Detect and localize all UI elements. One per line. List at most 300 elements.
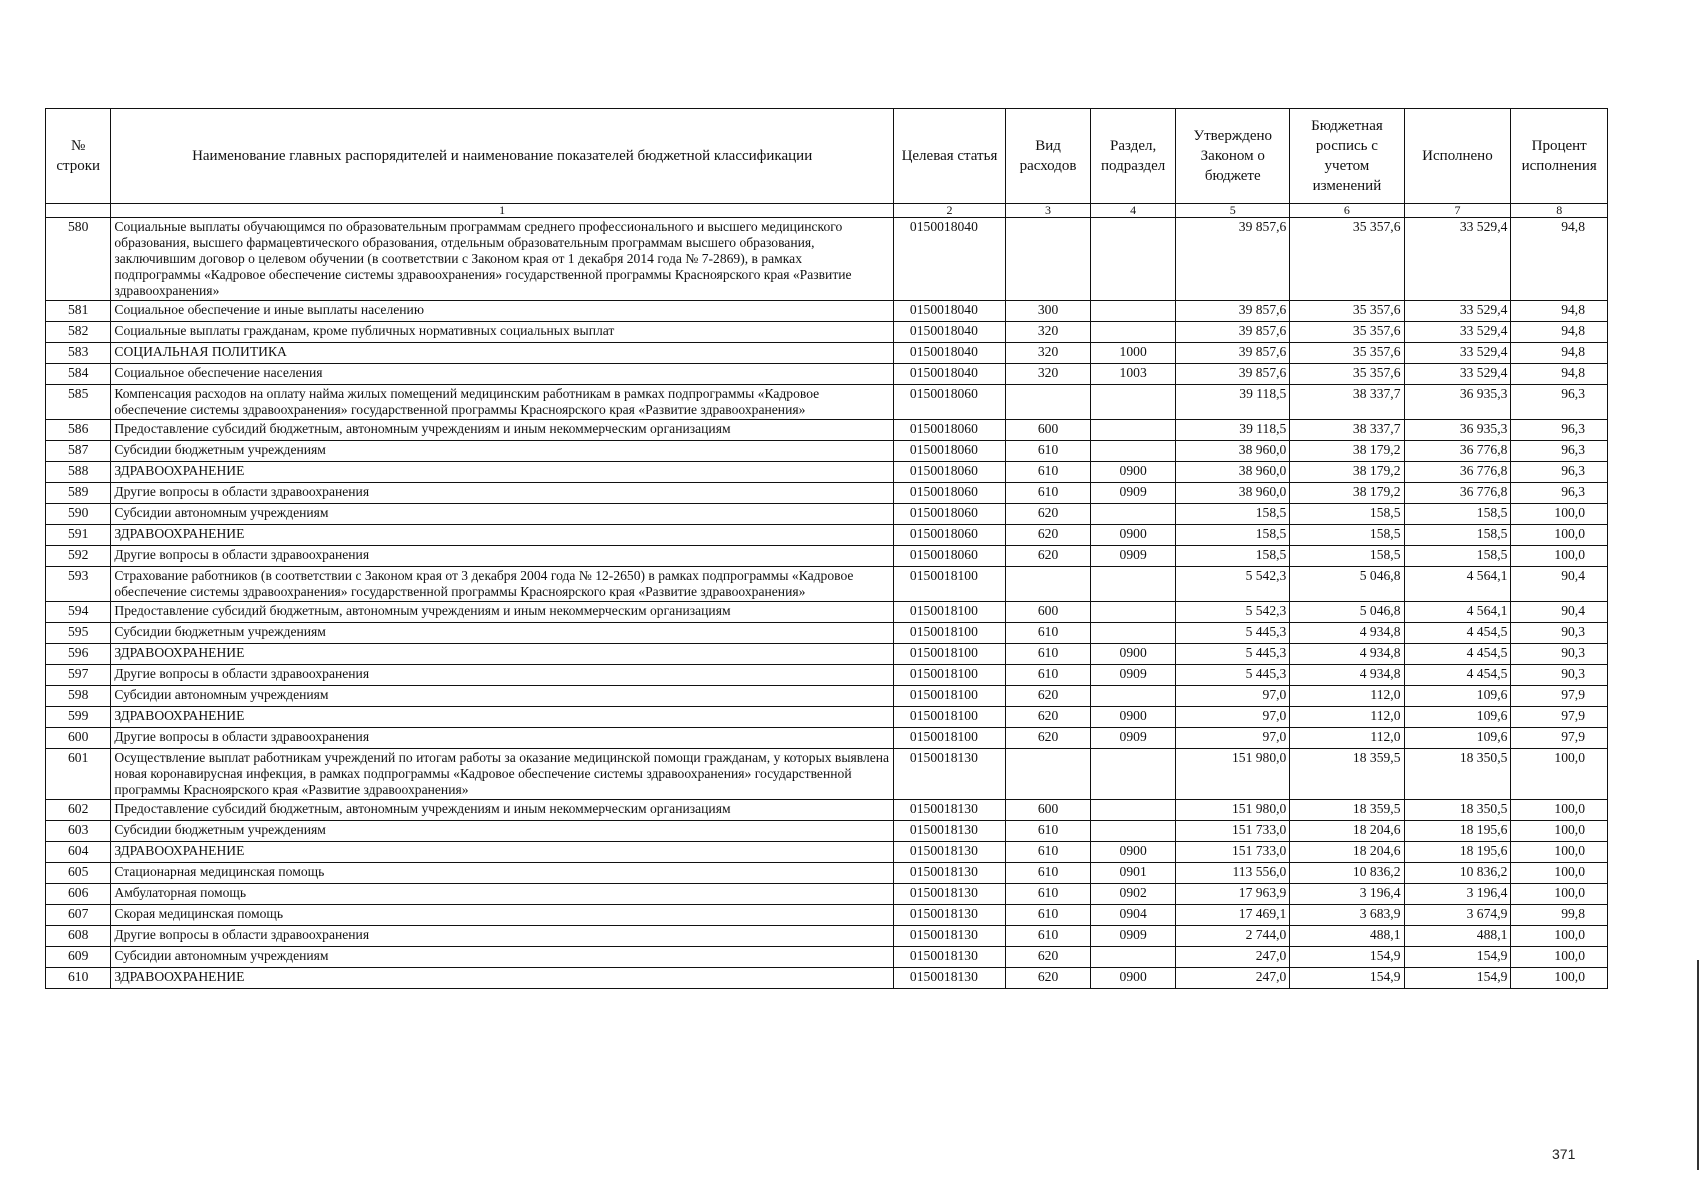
row-expense-type: 620 [1006, 707, 1091, 728]
row-approved: 97,0 [1176, 707, 1290, 728]
row-approved: 151 980,0 [1176, 749, 1290, 800]
row-executed: 18 350,5 [1404, 800, 1511, 821]
row-name: Другие вопросы в области здравоохранения [111, 926, 894, 947]
table-row [46, 728, 1608, 749]
row-budget-schedule: 3 683,9 [1290, 905, 1404, 926]
row-number: 610 [46, 968, 111, 989]
row-number: 593 [46, 567, 111, 602]
row-executed: 10 836,2 [1404, 863, 1511, 884]
row-budget-schedule: 112,0 [1290, 686, 1404, 707]
row-number: 587 [46, 441, 111, 462]
header-percent: Процент исполнения [1511, 109, 1608, 204]
row-percent: 100,0 [1511, 821, 1608, 842]
table-row [46, 968, 1608, 989]
row-budget-schedule: 5 046,8 [1290, 567, 1404, 602]
row-target-article: 0150018100 [893, 623, 1005, 644]
table-row [46, 525, 1608, 546]
row-approved: 97,0 [1176, 686, 1290, 707]
row-section: 0900 [1091, 842, 1176, 863]
row-name: Субсидии автономным учреждениям [111, 504, 894, 525]
row-percent: 100,0 [1511, 947, 1608, 968]
row-name: Социальные выплаты гражданам, кроме публичных нормативных социальных выплат [111, 322, 894, 343]
row-target-article: 0150018060 [893, 504, 1005, 525]
row-executed: 158,5 [1404, 504, 1511, 525]
row-approved: 151 733,0 [1176, 842, 1290, 863]
row-approved: 158,5 [1176, 504, 1290, 525]
row-approved: 158,5 [1176, 546, 1290, 567]
row-budget-schedule: 112,0 [1290, 707, 1404, 728]
table-row [46, 301, 1608, 322]
row-executed: 488,1 [1404, 926, 1511, 947]
row-budget-schedule: 35 357,6 [1290, 364, 1404, 385]
row-number: 586 [46, 420, 111, 441]
row-section [1091, 218, 1176, 301]
row-section: 0900 [1091, 525, 1176, 546]
table-row [46, 343, 1608, 364]
row-target-article: 0150018130 [893, 821, 1005, 842]
row-budget-schedule: 38 179,2 [1290, 462, 1404, 483]
row-target-article: 0150018130 [893, 884, 1005, 905]
row-approved: 5 542,3 [1176, 567, 1290, 602]
row-budget-schedule: 35 357,6 [1290, 343, 1404, 364]
row-executed: 36 776,8 [1404, 462, 1511, 483]
table-row [46, 567, 1608, 602]
row-target-article: 0150018040 [893, 218, 1005, 301]
table-row [46, 665, 1608, 686]
row-expense-type: 610 [1006, 821, 1091, 842]
row-percent: 94,8 [1511, 322, 1608, 343]
row-budget-schedule: 154,9 [1290, 947, 1404, 968]
row-number: 596 [46, 644, 111, 665]
table-row [46, 926, 1608, 947]
row-name: Предоставление субсидий бюджетным, автономным учреждениям и иным некоммерческим организациям [111, 602, 894, 623]
row-approved: 17 963,9 [1176, 884, 1290, 905]
row-percent: 90,3 [1511, 623, 1608, 644]
row-expense-type [1006, 385, 1091, 420]
row-percent: 96,3 [1511, 420, 1608, 441]
row-section [1091, 623, 1176, 644]
row-budget-schedule: 18 359,5 [1290, 800, 1404, 821]
row-approved: 39 118,5 [1176, 420, 1290, 441]
row-number: 595 [46, 623, 111, 644]
row-executed: 36 935,3 [1404, 420, 1511, 441]
row-name: Социальное обеспечение и иные выплаты населению [111, 301, 894, 322]
row-section [1091, 567, 1176, 602]
row-executed: 109,6 [1404, 686, 1511, 707]
row-name: ЗДРАВООХРАНЕНИЕ [111, 968, 894, 989]
table-row [46, 842, 1608, 863]
row-name: Предоставление субсидий бюджетным, автономным учреждениям и иным некоммерческим организациям [111, 420, 894, 441]
row-section [1091, 602, 1176, 623]
row-expense-type: 600 [1006, 420, 1091, 441]
row-expense-type: 620 [1006, 968, 1091, 989]
row-number: 605 [46, 863, 111, 884]
row-target-article: 0150018100 [893, 567, 1005, 602]
row-approved: 39 857,6 [1176, 343, 1290, 364]
row-expense-type: 610 [1006, 665, 1091, 686]
row-section: 0909 [1091, 665, 1176, 686]
row-percent: 94,8 [1511, 301, 1608, 322]
column-number: 1 [111, 204, 894, 218]
row-section: 0902 [1091, 884, 1176, 905]
table-row [46, 623, 1608, 644]
row-percent: 96,3 [1511, 441, 1608, 462]
row-name: ЗДРАВООХРАНЕНИЕ [111, 644, 894, 665]
row-target-article: 0150018100 [893, 686, 1005, 707]
row-number: 584 [46, 364, 111, 385]
row-name: Компенсация расходов на оплату найма жилых помещений медицинским работникам в рамках подпрограммы «Кадровое обеспечение системы здравоохранения» государственной программы Красноярского края «Развитие здравоохранения» [111, 385, 894, 420]
row-section: 0909 [1091, 728, 1176, 749]
column-number: 6 [1290, 204, 1404, 218]
scan-edge-line [1697, 960, 1699, 1170]
table-row [46, 385, 1608, 420]
table-row [46, 947, 1608, 968]
row-name: Осуществление выплат работникам учреждений по итогам работы за оказание медицинской помощи гражданам, у которых выявлена новая коронавирусная инфекция, в рамках подпрограммы «Кадровое обеспечение системы здравоохранения» государственной программы Красноярского края «Развитие здравоохранения» [111, 749, 894, 800]
row-name: Субсидии бюджетным учреждениям [111, 623, 894, 644]
row-approved: 5 445,3 [1176, 644, 1290, 665]
row-approved: 97,0 [1176, 728, 1290, 749]
row-executed: 4 564,1 [1404, 567, 1511, 602]
row-budget-schedule: 38 179,2 [1290, 441, 1404, 462]
row-approved: 2 744,0 [1176, 926, 1290, 947]
row-number: 583 [46, 343, 111, 364]
row-target-article: 0150018060 [893, 385, 1005, 420]
row-section [1091, 686, 1176, 707]
row-name: Другие вопросы в области здравоохранения [111, 728, 894, 749]
row-number: 602 [46, 800, 111, 821]
header-expense-type: Вид расходов [1006, 109, 1091, 204]
row-expense-type [1006, 567, 1091, 602]
budget-table [45, 108, 1608, 989]
table-row [46, 707, 1608, 728]
row-approved: 113 556,0 [1176, 863, 1290, 884]
row-number: 607 [46, 905, 111, 926]
row-budget-schedule: 4 934,8 [1290, 623, 1404, 644]
table-row [46, 863, 1608, 884]
row-name: Амбулаторная помощь [111, 884, 894, 905]
row-name: Социальное обеспечение населения [111, 364, 894, 385]
row-name: Другие вопросы в области здравоохранения [111, 483, 894, 504]
row-percent: 90,3 [1511, 644, 1608, 665]
row-section: 0909 [1091, 483, 1176, 504]
row-approved: 39 857,6 [1176, 218, 1290, 301]
table-row [46, 749, 1608, 800]
row-budget-schedule: 158,5 [1290, 525, 1404, 546]
row-target-article: 0150018060 [893, 441, 1005, 462]
row-budget-schedule: 112,0 [1290, 728, 1404, 749]
row-percent: 90,4 [1511, 602, 1608, 623]
row-approved: 247,0 [1176, 968, 1290, 989]
table-row [46, 504, 1608, 525]
row-expense-type: 610 [1006, 842, 1091, 863]
row-expense-type: 620 [1006, 947, 1091, 968]
row-name: Социальные выплаты обучающимся по образовательным программам среднего профессионального и высшего медицинского образования, высшего фармацевтического образования, отдельным образовательным программам высшего образования, заключившим договор о целевом обучении (в соответствии с Законом края от 1 декабря 2014 года № 7-2869), в рамках подпрограммы «Кадровое обеспечение системы здравоохранения» государственной программы Красноярского края «Развитие здравоохранения» [111, 218, 894, 301]
row-executed: 33 529,4 [1404, 301, 1511, 322]
row-expense-type: 610 [1006, 884, 1091, 905]
row-target-article: 0150018100 [893, 728, 1005, 749]
column-number-blank [46, 204, 111, 218]
row-name: ЗДРАВООХРАНЕНИЕ [111, 707, 894, 728]
row-name: ЗДРАВООХРАНЕНИЕ [111, 462, 894, 483]
row-expense-type: 610 [1006, 483, 1091, 504]
row-percent: 94,8 [1511, 218, 1608, 301]
table-row [46, 821, 1608, 842]
row-budget-schedule: 18 204,6 [1290, 842, 1404, 863]
row-target-article: 0150018100 [893, 602, 1005, 623]
row-section: 0909 [1091, 926, 1176, 947]
row-approved: 39 857,6 [1176, 364, 1290, 385]
row-name: ЗДРАВООХРАНЕНИЕ [111, 842, 894, 863]
row-number: 598 [46, 686, 111, 707]
row-number: 580 [46, 218, 111, 301]
row-budget-schedule: 35 357,6 [1290, 322, 1404, 343]
row-budget-schedule: 4 934,8 [1290, 665, 1404, 686]
row-approved: 38 960,0 [1176, 483, 1290, 504]
row-target-article: 0150018060 [893, 420, 1005, 441]
row-number: 592 [46, 546, 111, 567]
row-approved: 38 960,0 [1176, 462, 1290, 483]
row-executed: 3 674,9 [1404, 905, 1511, 926]
row-executed: 4 454,5 [1404, 644, 1511, 665]
row-expense-type: 300 [1006, 301, 1091, 322]
row-budget-schedule: 35 357,6 [1290, 218, 1404, 301]
column-number: 4 [1091, 204, 1176, 218]
row-target-article: 0150018130 [893, 749, 1005, 800]
row-budget-schedule: 18 204,6 [1290, 821, 1404, 842]
row-expense-type: 610 [1006, 926, 1091, 947]
row-executed: 158,5 [1404, 525, 1511, 546]
row-budget-schedule: 158,5 [1290, 504, 1404, 525]
row-approved: 151 980,0 [1176, 800, 1290, 821]
table-row [46, 441, 1608, 462]
row-name: Субсидии бюджетным учреждениям [111, 441, 894, 462]
table-row [46, 905, 1608, 926]
row-budget-schedule: 3 196,4 [1290, 884, 1404, 905]
row-executed: 36 776,8 [1404, 441, 1511, 462]
row-approved: 17 469,1 [1176, 905, 1290, 926]
column-number: 7 [1404, 204, 1511, 218]
header-row-no: № строки [46, 109, 111, 204]
table-header [46, 109, 1608, 218]
row-name: Скорая медицинская помощь [111, 905, 894, 926]
row-executed: 4 564,1 [1404, 602, 1511, 623]
row-expense-type: 320 [1006, 322, 1091, 343]
row-percent: 96,3 [1511, 385, 1608, 420]
row-budget-schedule: 35 357,6 [1290, 301, 1404, 322]
page-number: 371 [1552, 1146, 1576, 1162]
table-row [46, 462, 1608, 483]
row-expense-type: 620 [1006, 546, 1091, 567]
row-budget-schedule: 10 836,2 [1290, 863, 1404, 884]
row-number: 591 [46, 525, 111, 546]
row-section: 0900 [1091, 462, 1176, 483]
row-target-article: 0150018060 [893, 525, 1005, 546]
table-row [46, 364, 1608, 385]
row-name: Субсидии бюджетным учреждениям [111, 821, 894, 842]
row-section [1091, 322, 1176, 343]
row-number: 601 [46, 749, 111, 800]
row-budget-schedule: 38 179,2 [1290, 483, 1404, 504]
row-executed: 18 350,5 [1404, 749, 1511, 800]
row-executed: 33 529,4 [1404, 218, 1511, 301]
row-target-article: 0150018060 [893, 546, 1005, 567]
row-executed: 33 529,4 [1404, 364, 1511, 385]
row-number: 599 [46, 707, 111, 728]
row-target-article: 0150018130 [893, 905, 1005, 926]
table-row [46, 800, 1608, 821]
row-percent: 99,8 [1511, 905, 1608, 926]
row-executed: 3 196,4 [1404, 884, 1511, 905]
row-expense-type: 610 [1006, 462, 1091, 483]
table-row [46, 546, 1608, 567]
row-expense-type [1006, 218, 1091, 301]
row-section [1091, 800, 1176, 821]
row-section: 1000 [1091, 343, 1176, 364]
row-section [1091, 504, 1176, 525]
row-target-article: 0150018060 [893, 462, 1005, 483]
row-expense-type: 620 [1006, 728, 1091, 749]
row-percent: 97,9 [1511, 728, 1608, 749]
row-number: 597 [46, 665, 111, 686]
row-target-article: 0150018130 [893, 968, 1005, 989]
row-executed: 154,9 [1404, 968, 1511, 989]
row-executed: 109,6 [1404, 707, 1511, 728]
row-name: Стационарная медицинская помощь [111, 863, 894, 884]
row-percent: 100,0 [1511, 749, 1608, 800]
column-number: 5 [1176, 204, 1290, 218]
row-section [1091, 301, 1176, 322]
row-executed: 33 529,4 [1404, 322, 1511, 343]
row-name: СОЦИАЛЬНАЯ ПОЛИТИКА [111, 343, 894, 364]
row-executed: 36 776,8 [1404, 483, 1511, 504]
row-name: Страхование работников (в соответствии с Законом края от 3 декабря 2004 года № 12-2650) в рамках подпрограммы «Кадровое обеспечение системы здравоохранения» государственной программы Красноярского края «Развитие здравоохранения» [111, 567, 894, 602]
row-number: 585 [46, 385, 111, 420]
row-number: 606 [46, 884, 111, 905]
row-approved: 247,0 [1176, 947, 1290, 968]
row-budget-schedule: 158,5 [1290, 546, 1404, 567]
row-percent: 97,9 [1511, 707, 1608, 728]
row-section [1091, 749, 1176, 800]
row-expense-type: 610 [1006, 644, 1091, 665]
row-percent: 100,0 [1511, 926, 1608, 947]
row-percent: 100,0 [1511, 546, 1608, 567]
row-budget-schedule: 488,1 [1290, 926, 1404, 947]
row-section: 0904 [1091, 905, 1176, 926]
table-row [46, 322, 1608, 343]
row-budget-schedule: 38 337,7 [1290, 420, 1404, 441]
row-approved: 158,5 [1176, 525, 1290, 546]
row-number: 603 [46, 821, 111, 842]
table-body [46, 218, 1608, 989]
row-expense-type: 610 [1006, 623, 1091, 644]
row-percent: 97,9 [1511, 686, 1608, 707]
row-target-article: 0150018060 [893, 483, 1005, 504]
row-number: 581 [46, 301, 111, 322]
table-row [46, 644, 1608, 665]
header-executed: Исполнено [1404, 109, 1511, 204]
row-target-article: 0150018130 [893, 800, 1005, 821]
row-budget-schedule: 154,9 [1290, 968, 1404, 989]
row-section [1091, 441, 1176, 462]
row-name: Другие вопросы в области здравоохранения [111, 665, 894, 686]
header-approved: Утверждено Законом о бюджете [1176, 109, 1290, 204]
row-name: Субсидии автономным учреждениям [111, 947, 894, 968]
row-number: 589 [46, 483, 111, 504]
row-budget-schedule: 38 337,7 [1290, 385, 1404, 420]
row-percent: 90,3 [1511, 665, 1608, 686]
row-section: 0900 [1091, 644, 1176, 665]
row-section [1091, 947, 1176, 968]
row-section: 0901 [1091, 863, 1176, 884]
header-target-article: Целевая статья [893, 109, 1005, 204]
row-number: 600 [46, 728, 111, 749]
row-target-article: 0150018130 [893, 947, 1005, 968]
row-target-article: 0150018040 [893, 343, 1005, 364]
row-name: Субсидии автономным учреждениям [111, 686, 894, 707]
row-expense-type: 620 [1006, 504, 1091, 525]
row-approved: 5 542,3 [1176, 602, 1290, 623]
row-number: 582 [46, 322, 111, 343]
row-expense-type: 610 [1006, 863, 1091, 884]
row-number: 609 [46, 947, 111, 968]
row-percent: 96,3 [1511, 462, 1608, 483]
row-approved: 39 857,6 [1176, 301, 1290, 322]
row-percent: 100,0 [1511, 968, 1608, 989]
row-approved: 39 857,6 [1176, 322, 1290, 343]
header-row [46, 109, 1608, 204]
row-budget-schedule: 5 046,8 [1290, 602, 1404, 623]
row-section [1091, 385, 1176, 420]
row-approved: 151 733,0 [1176, 821, 1290, 842]
row-percent: 90,4 [1511, 567, 1608, 602]
row-percent: 94,8 [1511, 364, 1608, 385]
table-row [46, 218, 1608, 301]
table-row [46, 884, 1608, 905]
column-number: 2 [893, 204, 1005, 218]
table-row [46, 602, 1608, 623]
row-section: 0900 [1091, 707, 1176, 728]
row-executed: 18 195,6 [1404, 842, 1511, 863]
row-approved: 39 118,5 [1176, 385, 1290, 420]
row-expense-type: 600 [1006, 602, 1091, 623]
row-section: 0900 [1091, 968, 1176, 989]
table-row [46, 483, 1608, 504]
row-executed: 4 454,5 [1404, 665, 1511, 686]
row-target-article: 0150018130 [893, 863, 1005, 884]
row-section [1091, 420, 1176, 441]
row-approved: 5 445,3 [1176, 623, 1290, 644]
row-target-article: 0150018130 [893, 842, 1005, 863]
row-name: ЗДРАВООХРАНЕНИЕ [111, 525, 894, 546]
row-expense-type: 610 [1006, 441, 1091, 462]
row-target-article: 0150018040 [893, 301, 1005, 322]
row-number: 604 [46, 842, 111, 863]
row-percent: 94,8 [1511, 343, 1608, 364]
row-approved: 38 960,0 [1176, 441, 1290, 462]
row-target-article: 0150018100 [893, 644, 1005, 665]
row-name: Предоставление субсидий бюджетным, автономным учреждениям и иным некоммерческим организациям [111, 800, 894, 821]
row-percent: 100,0 [1511, 504, 1608, 525]
row-target-article: 0150018100 [893, 665, 1005, 686]
column-number: 8 [1511, 204, 1608, 218]
row-number: 608 [46, 926, 111, 947]
row-executed: 36 935,3 [1404, 385, 1511, 420]
row-number: 588 [46, 462, 111, 483]
row-number: 594 [46, 602, 111, 623]
table-row [46, 420, 1608, 441]
row-budget-schedule: 18 359,5 [1290, 749, 1404, 800]
row-executed: 158,5 [1404, 546, 1511, 567]
